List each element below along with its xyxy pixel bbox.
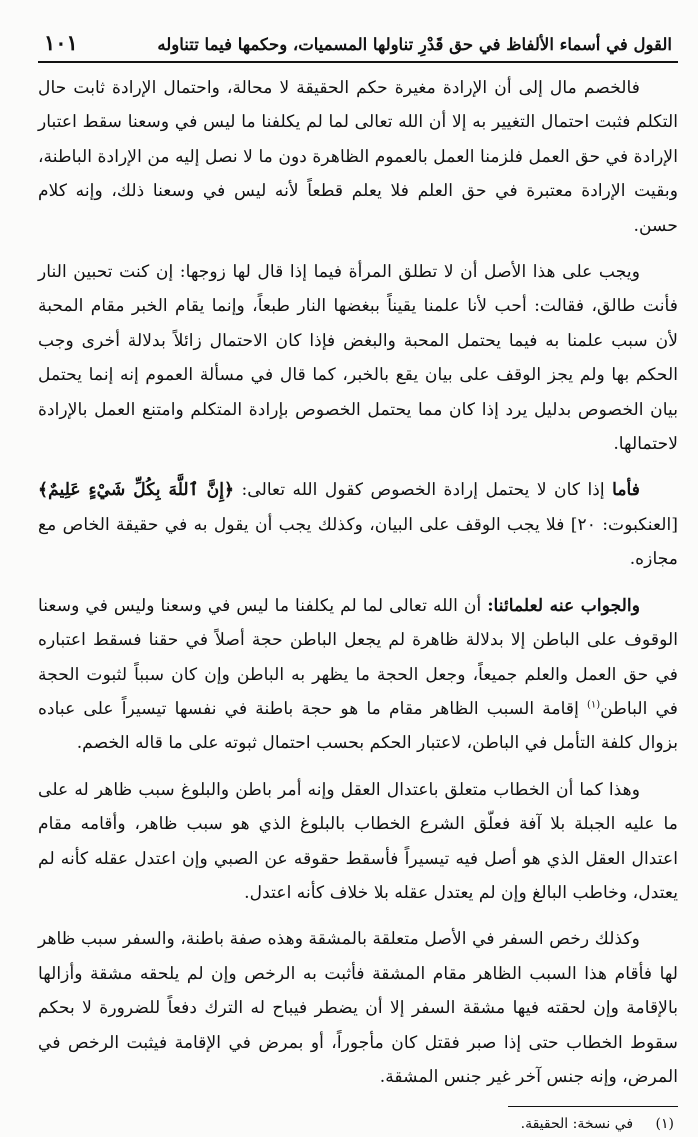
paragraph-text: إقامة السبب الظاهر مقام ما هو حجة باطنة في نفسها تيسيراً على عباده بزوال كلفة التأمل في الباطن، لاعتبار الحكم بحسب احتمال ثبوته على ما قاله الخصم. bbox=[38, 698, 678, 754]
paragraph-5 bbox=[38, 773, 678, 911]
footnote bbox=[38, 1111, 678, 1137]
paragraph-lead: والجواب عنه لعلمائنا: bbox=[487, 595, 640, 616]
paragraph-2 bbox=[38, 255, 678, 461]
page-number: ١٠١ bbox=[44, 30, 78, 55]
paragraph-6 bbox=[38, 922, 678, 1094]
footnote-divider bbox=[508, 1106, 678, 1107]
paragraph-lead: فأما bbox=[612, 480, 640, 501]
paragraph-4 bbox=[38, 589, 678, 761]
book-page bbox=[38, 30, 678, 1137]
quran-quote: ﴿إِنَّ ٱللَّهَ بِكُلِّ شَيْءٍ عَلِيمٌ﴾ bbox=[38, 480, 235, 501]
paragraph-text: ويجب على هذا الأصل أن لا تطلق المرأة فيما إذا قال لها زوجها: إن كنت تحبين النار فأنت طالق، فقالت: أحب لأنا علمنا يقيناً ببغضها النار طبعاً، وإنما يقام الخبر مقام المحبة لأن سبب علمنا به فيما يحتمل المحبة والبغض فإذا كان الاحتمال زائلاً بدلالة أخرى وجب الحكم بها ولم يجز الوقف على بيان يقع بالخبر، كما قال في مسألة العموم إنه إنما يحتمل بيان الخصوص بدليل يرد إذا كان مما يحتمل الخصوص بإرادة المتكلم وامتنع العمل بالإرادة لاحتمالها. bbox=[38, 262, 678, 455]
running-title: القول في أسماء الألفاظ في حق قَدْرِ تناولها المسميات، وحكمها فيما تتناوله bbox=[157, 35, 672, 54]
running-header bbox=[38, 30, 678, 63]
footnote-marker: (١) bbox=[586, 699, 601, 711]
paragraph-text: [العنكبوت: ٢٠] فلا يجب الوقف على البيان، وكذلك يجب أن يقول به في حقيقة الخاص مع مجازه. bbox=[38, 514, 678, 570]
paragraph-1 bbox=[38, 71, 678, 243]
paragraph-text-before-note: أن الله تعالى لما لم يكلفنا ما ليس في وسعنا وليس في وسعنا الوقوف على الباطن إلا بدلالة ظاهرة لم يجعل الباطن حجة أصلاً في حقنا فسقط اعتباره في حق العمل والعلم جميعاً، وجعل الحجة ما يظهر به الباطن وإن كان سبباً لثبوت الحجة في الباطن bbox=[38, 595, 678, 719]
paragraph-text: فالخصم مال إلى أن الإرادة مغيرة حكم الحقيقة لا محالة، واحتمال الإرادة ثابت حال التكلم فثبت احتمال التغيير به إلا أن الله تعالى لما لم يكلفنا ما ليس في وسعنا سقط اعتبار الإرادة في حق العمل فلزمنا العمل بالعموم الظاهرة دون ما لا نصل إليه من الإرادة الباطنة، وبقيت الإرادة معتبرة في حق العلم فلا يعلم قطعاً لأنه ليس في وسعنا ذلك، وإنه كلام حسن. bbox=[38, 78, 678, 236]
paragraph-text-before-quote: إذا كان لا يحتمل إرادة الخصوص كقول الله تعالى: bbox=[234, 480, 613, 501]
paragraph-text: وكذلك رخص السفر في الأصل متعلقة بالمشقة وهذه صفة باطنة، والسفر سبب ظاهر لها فأقام هذا السبب الظاهر مقام المشقة فأثبت به الرخص وإن لم يلحقه مشقة وأزالها بالإقامة وإن لحقته فيها مشقة السفر إلا أن يضطر فيباح له الترك دفعاً للضرورة لا بحكم سقوط الخطاب حتى إذا صبر فقتل كان مأجوراً، أو بمرض في الإقامة فيثبت الرخص في المرض، وإنه جنس آخر غير جنس المشقة. bbox=[38, 929, 678, 1087]
paragraph-text: وهذا كما أن الخطاب متعلق باعتدال العقل وإنه أمر باطن والبلوغ سبب ظاهر له على ما عليه الجبلة بلا آفة فعلّق الشرع الخطاب بالبلوغ الذي هو سبب ظاهر، وأقامه مقام اعتدال العقل الذي هو أصل فيه تيسيراً فأسقط حقوقه عن الصبي وإن اعتدل عقله كأنه لم يعتدل، وخاطب البالغ وإن لم يعتدل عقله بلا خلاف كأنه اعتدل. bbox=[38, 779, 678, 903]
footnote-text: في نسخة: الحقيقة. bbox=[520, 1116, 634, 1133]
footnote-number: (١) bbox=[655, 1116, 674, 1133]
main-text bbox=[38, 71, 678, 1094]
paragraph-3 bbox=[38, 473, 678, 576]
